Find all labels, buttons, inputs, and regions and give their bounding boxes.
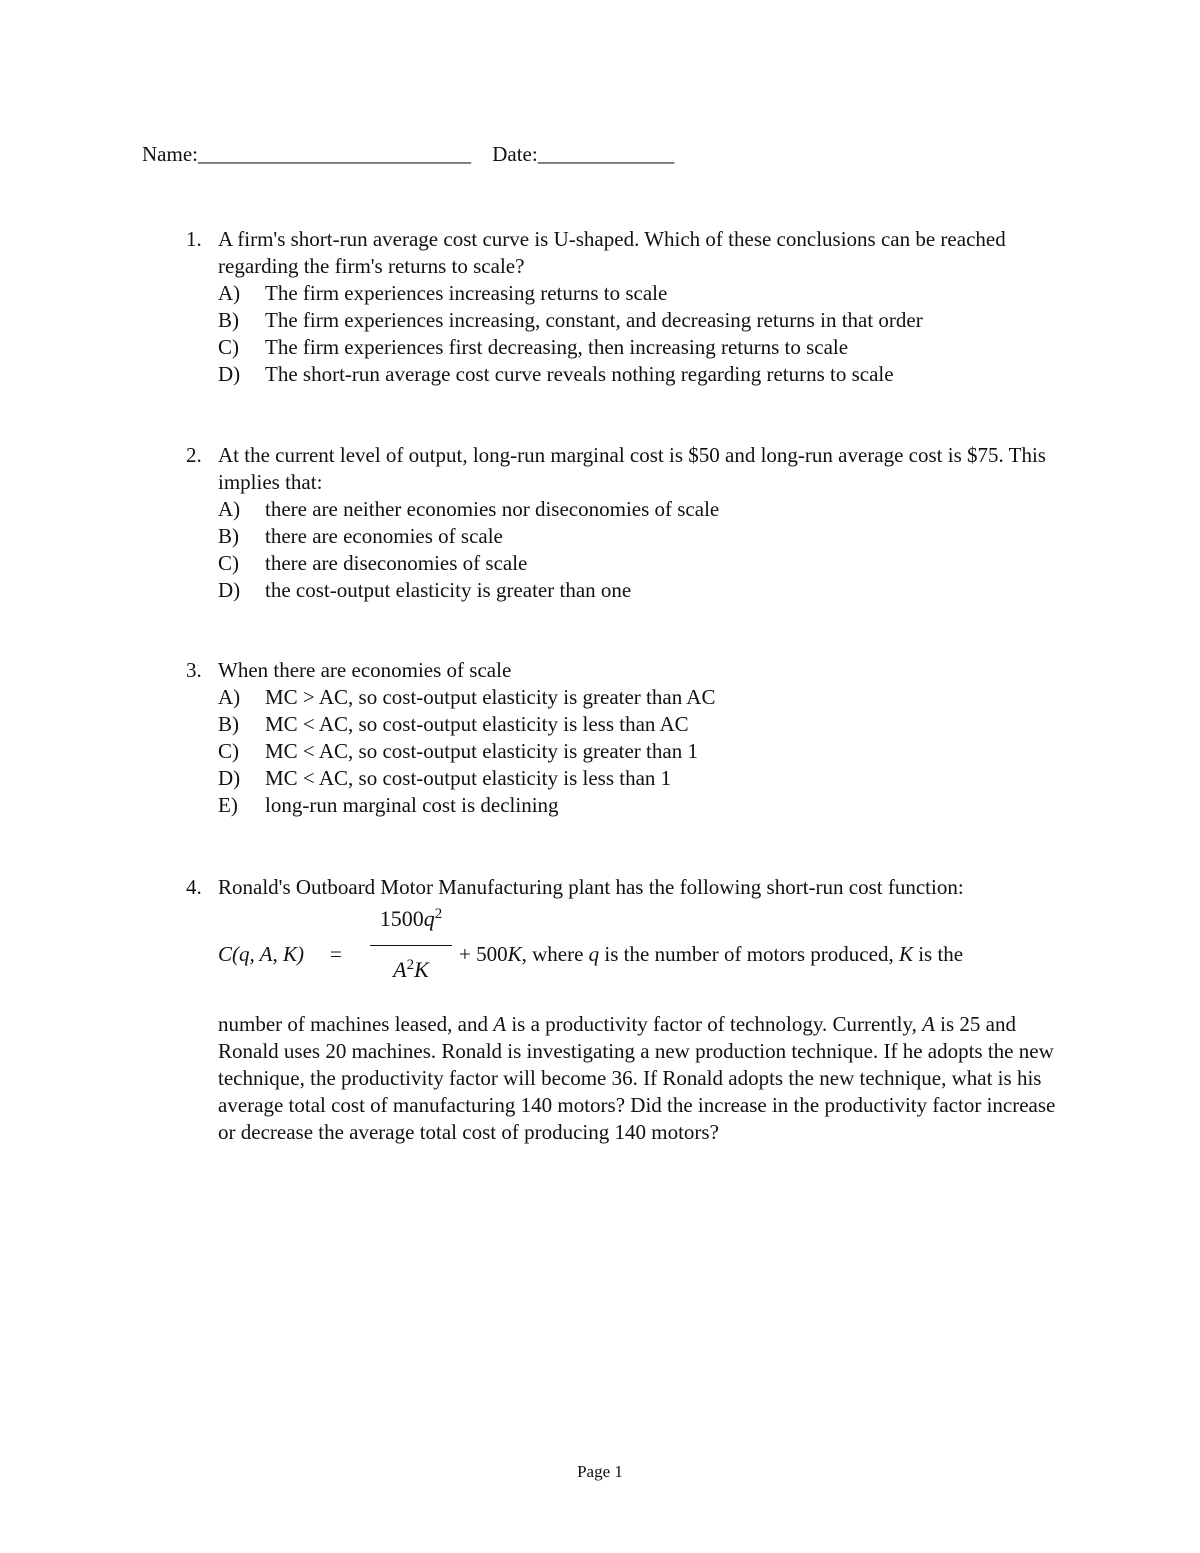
- name-label: Name:: [142, 142, 198, 166]
- question-3: [186, 657, 1066, 819]
- choice-text: The firm experiences first decreasing, then increasing returns to scale: [265, 335, 849, 359]
- paragraph-variable-a: A: [922, 1012, 935, 1036]
- page-footer: Page 1: [577, 1462, 623, 1481]
- numerator-exponent: 2: [434, 906, 443, 922]
- question-number: 4.: [186, 875, 202, 899]
- formula-text: is the: [912, 942, 964, 966]
- choice-letter: C): [218, 335, 239, 359]
- choice-text: The firm experiences increasing returns to scale: [265, 281, 668, 305]
- choice-letter: A): [218, 281, 241, 305]
- choice-text: MC < AC, so cost-output elasticity is greater than 1: [265, 739, 698, 763]
- choice-text: there are neither economies nor diseconomies of scale: [265, 497, 720, 521]
- formula-text: is the number of motors produced,: [599, 942, 899, 966]
- choice-letter: A): [218, 685, 241, 709]
- choice-text: The short-run average cost curve reveals nothing regarding returns to scale: [265, 362, 894, 386]
- question-text: At the current level of output, long-run marginal cost is $50 and long-run average cost is $75. This implies that:: [218, 443, 1046, 494]
- paragraph-variable-a: A: [493, 1012, 507, 1036]
- choice-c: [218, 550, 1066, 577]
- formula-denominator: [370, 952, 452, 988]
- choice-b: [218, 711, 1066, 738]
- header-line: [142, 142, 674, 167]
- question-2: [186, 442, 1066, 604]
- choice-d: [218, 577, 1066, 604]
- question-text: When there are economies of scale: [218, 658, 512, 682]
- formula-variable-q: q: [588, 942, 600, 966]
- choice-letter: D): [218, 362, 241, 386]
- choice-letter: A): [218, 497, 241, 521]
- choice-a: [218, 280, 1066, 307]
- formula-lhs: C(q, A, K): [218, 942, 304, 966]
- choice-letter: E): [218, 793, 238, 817]
- choice-letter: B): [218, 524, 239, 548]
- choice-letter: D): [218, 766, 241, 790]
- choice-c: [218, 334, 1066, 361]
- choice-a: [218, 496, 1066, 523]
- choice-text: MC > AC, so cost-output elasticity is greater than AC: [265, 685, 716, 709]
- numerator-variable: q: [423, 906, 435, 931]
- choice-letter: D): [218, 578, 241, 602]
- formula-numerator: [370, 901, 452, 937]
- choice-c: [218, 738, 1066, 765]
- choice-text: there are diseconomies of scale: [265, 551, 528, 575]
- paragraph-text: number of machines leased, and: [218, 1012, 494, 1036]
- formula-variable-k: K: [898, 942, 913, 966]
- cost-function-formula: [218, 901, 1066, 1011]
- choice-d: [218, 765, 1066, 792]
- choice-text: the cost-output elasticity is greater than one: [265, 578, 632, 602]
- denominator-exponent: 2: [406, 957, 415, 973]
- choice-letter: B): [218, 308, 239, 332]
- choice-a: [218, 684, 1066, 711]
- choice-e: [218, 792, 1066, 819]
- question-paragraph: [218, 1011, 1066, 1146]
- formula-equals: =: [330, 942, 342, 966]
- formula-text: , where: [521, 942, 589, 966]
- date-label: Date:: [492, 142, 538, 166]
- choice-text: there are economies of scale: [265, 524, 503, 548]
- numerator-coefficient: 1500: [379, 906, 424, 931]
- choice-letter: C): [218, 739, 239, 763]
- question-text: Ronald's Outboard Motor Manufacturing plant has the following short-run cost function:: [218, 875, 964, 899]
- choice-letter: B): [218, 712, 239, 736]
- choice-text: The firm experiences increasing, constant, and decreasing returns in that order: [265, 308, 923, 332]
- choice-letter: C): [218, 551, 239, 575]
- denominator-variable-k: K: [414, 957, 429, 982]
- question-text: A firm's short-run average cost curve is U-shaped. Which of these conclusions can be reached regarding the firm's returns to scale?: [218, 227, 1006, 278]
- question-number: 1.: [186, 227, 202, 251]
- name-blank: __________________________: [197, 142, 471, 166]
- denominator-variable-a: A: [393, 957, 407, 982]
- paragraph-text: is 25 and Ronald uses 20 machines. Ronald is investigating a new production technique. If he adopts the new technique, the productivity factor will become 36. If Ronald adopts the new technique, what is his average total cost of manufacturing 140 motors? Did the increase in the productivity factor increase or decrease the average total cost of producing 140 motors?: [218, 1012, 1056, 1144]
- choice-text: MC < AC, so cost-output elasticity is less than AC: [265, 712, 689, 736]
- choice-text: MC < AC, so cost-output elasticity is less than 1: [265, 766, 672, 790]
- question-4: [186, 874, 1066, 1146]
- formula-plus-variable: K: [507, 942, 522, 966]
- question-1: [186, 226, 1066, 388]
- fraction-bar: [370, 945, 452, 946]
- formula-rest: [459, 941, 963, 968]
- choice-d: [218, 361, 1066, 388]
- choice-text: long-run marginal cost is declining: [265, 793, 559, 817]
- choice-b: [218, 523, 1066, 550]
- question-number: 2.: [186, 443, 202, 467]
- formula-fraction: [370, 901, 452, 988]
- question-number: 3.: [186, 658, 202, 682]
- choice-b: [218, 307, 1066, 334]
- paragraph-text: is a productivity factor of technology. Currently,: [506, 1012, 923, 1036]
- date-blank: _____________: [537, 142, 675, 166]
- formula-plus-term: + 500: [459, 942, 508, 966]
